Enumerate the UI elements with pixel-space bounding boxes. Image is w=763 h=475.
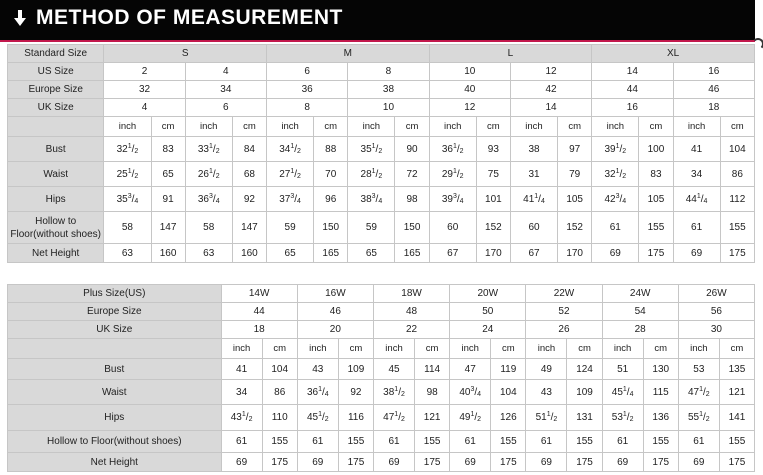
us-size-value: 10: [429, 63, 510, 81]
unit-cm-label: cm: [232, 117, 266, 137]
plus-us-size-value: 26W: [678, 285, 754, 303]
hips-cm-value: 121: [415, 405, 450, 431]
net-cm-value: 175: [720, 244, 754, 263]
hollow-inch-value: 61: [297, 431, 338, 453]
us-size-value: 16: [673, 63, 754, 81]
waist-inch-value: $25^1/_2$: [104, 162, 151, 187]
hips-inch-value: $55^1/_2$: [678, 405, 719, 431]
plus-bust-row: [8, 359, 755, 380]
us-size-row: [8, 63, 755, 81]
net-inch-value: 69: [373, 453, 414, 472]
uk-size-value: 22: [373, 321, 449, 339]
row-label: Bust: [8, 359, 222, 380]
hips-inch-value: $42^3/_4$: [592, 187, 639, 212]
bust-inch-value: 51: [602, 359, 643, 380]
row-label: Net Height: [8, 453, 222, 472]
uk-size-value: 10: [348, 99, 429, 117]
row-label: Waist: [8, 162, 104, 187]
uk-size-value: 4: [104, 99, 185, 117]
net-inch-value: 67: [510, 244, 557, 263]
unit-cm-label: cm: [395, 117, 429, 137]
bust-cm-value: 109: [338, 359, 373, 380]
waist-inch-value: $40^3/_4$: [450, 380, 491, 405]
unit-cm-label: cm: [719, 339, 754, 359]
unit-inch-label: inch: [678, 339, 719, 359]
plus-us-size-value: 14W: [221, 285, 297, 303]
row-label: Net Height: [8, 244, 104, 263]
bust-inch-value: 47: [450, 359, 491, 380]
uk-size-value: 6: [185, 99, 266, 117]
waist-inch-value: $28^1/_2$: [348, 162, 395, 187]
us-size-value: 6: [267, 63, 348, 81]
unit-cm-label: cm: [476, 117, 510, 137]
row-label: Hips: [8, 405, 222, 431]
hollow-cm-value: 155: [639, 212, 673, 244]
net-cm-value: 170: [558, 244, 592, 263]
waist-cm-value: 75: [476, 162, 510, 187]
waist-cm-value: 115: [643, 380, 678, 405]
standard-size-table: [7, 44, 755, 263]
hollow-inch-value: 61: [673, 212, 720, 244]
uk-size-value: 20: [297, 321, 373, 339]
bust-inch-value: $32^1/_2$: [104, 137, 151, 162]
us-size-value: 12: [510, 63, 591, 81]
waist-cm-value: 121: [719, 380, 754, 405]
plus-size-table: [7, 284, 755, 472]
unit-inch-label: inch: [526, 339, 567, 359]
row-label: Hollow to Floor(without shoes): [8, 431, 222, 453]
waist-cm-value: 104: [491, 380, 526, 405]
hips-cm-value: 96: [314, 187, 348, 212]
unit-cm-label: cm: [338, 339, 373, 359]
unit-cm-label: cm: [558, 117, 592, 137]
row-label: Plus Size(US): [8, 285, 222, 303]
uk-size-value: 12: [429, 99, 510, 117]
europe-size-value: 44: [221, 303, 297, 321]
header-title-wrap: [14, 6, 343, 30]
net-cm-value: 160: [232, 244, 266, 263]
hips-cm-value: 101: [476, 187, 510, 212]
bust-cm-value: 88: [314, 137, 348, 162]
net-inch-value: 69: [678, 453, 719, 472]
plus-uk-size-row: [8, 321, 755, 339]
page-title: METHOD OF MEASUREMENT: [36, 6, 343, 29]
us-size-value: 8: [348, 63, 429, 81]
net-inch-value: 67: [429, 244, 476, 263]
hollow-inch-value: 58: [185, 212, 232, 244]
plus-us-size-value: 24W: [602, 285, 678, 303]
net-height-row: [8, 244, 755, 263]
plus-us-size-value: 16W: [297, 285, 373, 303]
bust-inch-value: 41: [673, 137, 720, 162]
row-label: Bust: [8, 137, 104, 162]
uk-size-value: 14: [510, 99, 591, 117]
bust-inch-value: $39^1/_2$: [592, 137, 639, 162]
unit-row: [8, 117, 755, 137]
waist-inch-value: $36^1/_4$: [297, 380, 338, 405]
hollow-inch-value: 61: [526, 431, 567, 453]
bust-cm-value: 104: [720, 137, 754, 162]
row-label: Europe Size: [8, 303, 222, 321]
net-cm-value: 175: [643, 453, 678, 472]
waist-cm-value: 79: [558, 162, 592, 187]
bust-cm-value: 130: [643, 359, 678, 380]
europe-size-value: 34: [185, 81, 266, 99]
hollow-inch-value: 61: [373, 431, 414, 453]
bust-inch-value: $35^1/_2$: [348, 137, 395, 162]
waist-cm-value: 86: [720, 162, 754, 187]
net-inch-value: 69: [221, 453, 262, 472]
waist-cm-value: 65: [151, 162, 185, 187]
hips-cm-value: 105: [558, 187, 592, 212]
bust-cm-value: 90: [395, 137, 429, 162]
europe-size-value: 50: [450, 303, 526, 321]
row-label: Waist: [8, 380, 222, 405]
net-cm-value: 165: [395, 244, 429, 263]
waist-inch-value: $38^1/_2$: [373, 380, 414, 405]
net-cm-value: 175: [491, 453, 526, 472]
uk-size-value: 16: [592, 99, 673, 117]
hips-cm-value: 105: [639, 187, 673, 212]
bust-cm-value: 84: [232, 137, 266, 162]
hollow-cm-value: 152: [558, 212, 592, 244]
hollow-cm-value: 155: [262, 431, 297, 453]
net-inch-value: 63: [104, 244, 151, 263]
net-cm-value: 170: [476, 244, 510, 263]
unit-inch-label: inch: [185, 117, 232, 137]
net-inch-value: 63: [185, 244, 232, 263]
waist-inch-value: $47^1/_2$: [678, 380, 719, 405]
plus-unit-row: [8, 339, 755, 359]
unit-inch-label: inch: [450, 339, 491, 359]
hollow-inch-value: 61: [450, 431, 491, 453]
unit-cm-label: cm: [720, 117, 754, 137]
size-group-l: L: [429, 45, 592, 63]
hollow-cm-value: 155: [567, 431, 602, 453]
uk-size-value: 8: [267, 99, 348, 117]
europe-size-value: 32: [104, 81, 185, 99]
hips-cm-value: 91: [151, 187, 185, 212]
hips-cm-value: 131: [567, 405, 602, 431]
unit-inch-label: inch: [673, 117, 720, 137]
bust-inch-value: 41: [221, 359, 262, 380]
uk-size-value: 30: [678, 321, 754, 339]
hollow-cm-value: 152: [476, 212, 510, 244]
net-cm-value: 175: [262, 453, 297, 472]
waist-inch-value: $27^1/_2$: [267, 162, 314, 187]
waist-cm-value: 68: [232, 162, 266, 187]
hollow-inch-value: 61: [592, 212, 639, 244]
hips-inch-value: $36^3/_4$: [185, 187, 232, 212]
hollow-cm-value: 147: [151, 212, 185, 244]
row-label: [8, 339, 222, 359]
europe-size-value: 54: [602, 303, 678, 321]
unit-cm-label: cm: [639, 117, 673, 137]
hollow-inch-value: 61: [221, 431, 262, 453]
net-cm-value: 175: [639, 244, 673, 263]
unit-cm-label: cm: [643, 339, 678, 359]
europe-size-value: 38: [348, 81, 429, 99]
hollow-cm-value: 147: [232, 212, 266, 244]
unit-inch-label: inch: [297, 339, 338, 359]
net-inch-value: 69: [673, 244, 720, 263]
bust-cm-value: 93: [476, 137, 510, 162]
unit-cm-label: cm: [567, 339, 602, 359]
hips-cm-value: 98: [395, 187, 429, 212]
net-inch-value: 69: [450, 453, 491, 472]
size-group-m: M: [267, 45, 430, 63]
hips-cm-value: 112: [720, 187, 754, 212]
uk-size-value: 28: [602, 321, 678, 339]
bust-row: [8, 137, 755, 162]
bust-inch-value: $34^1/_2$: [267, 137, 314, 162]
us-size-value: 14: [592, 63, 673, 81]
europe-size-value: 46: [673, 81, 754, 99]
hollow-cm-value: 155: [719, 431, 754, 453]
unit-cm-label: cm: [314, 117, 348, 137]
hips-cm-value: 116: [338, 405, 373, 431]
unit-inch-label: inch: [348, 117, 395, 137]
row-label: Hips: [8, 187, 104, 212]
bust-inch-value: $33^1/_2$: [185, 137, 232, 162]
hips-inch-value: $37^3/_4$: [267, 187, 314, 212]
net-inch-value: 69: [602, 453, 643, 472]
plus-waist-row: [8, 380, 755, 405]
bust-cm-value: 119: [491, 359, 526, 380]
net-cm-value: 175: [415, 453, 450, 472]
hips-cm-value: 92: [232, 187, 266, 212]
bust-cm-value: 97: [558, 137, 592, 162]
unit-inch-label: inch: [373, 339, 414, 359]
down-arrow-icon: [14, 10, 26, 26]
net-cm-value: 175: [719, 453, 754, 472]
bust-cm-value: 135: [719, 359, 754, 380]
hips-inch-value: $51^1/_2$: [526, 405, 567, 431]
us-size-value: 4: [185, 63, 266, 81]
plus-hips-row: [8, 405, 755, 431]
hollow-cm-value: 155: [720, 212, 754, 244]
hips-row: [8, 187, 755, 212]
hollow-inch-value: 60: [429, 212, 476, 244]
bust-inch-value: $36^1/_2$: [429, 137, 476, 162]
waist-cm-value: 92: [338, 380, 373, 405]
waist-inch-value: 43: [526, 380, 567, 405]
net-inch-value: 69: [526, 453, 567, 472]
waist-cm-value: 98: [415, 380, 450, 405]
bust-cm-value: 83: [151, 137, 185, 162]
waist-inch-value: $45^1/_4$: [602, 380, 643, 405]
net-cm-value: 175: [567, 453, 602, 472]
bust-inch-value: 38: [510, 137, 557, 162]
hips-inch-value: $43^1/_2$: [221, 405, 262, 431]
europe-size-row: [8, 81, 755, 99]
size-group-xl: XL: [592, 45, 755, 63]
row-label: UK Size: [8, 99, 104, 117]
row-label: UK Size: [8, 321, 222, 339]
hips-cm-value: 141: [719, 405, 754, 431]
europe-size-value: 52: [526, 303, 602, 321]
net-inch-value: 69: [297, 453, 338, 472]
waist-row: [8, 162, 755, 187]
hips-inch-value: $45^1/_2$: [297, 405, 338, 431]
unit-inch-label: inch: [510, 117, 557, 137]
hips-inch-value: $49^1/_2$: [450, 405, 491, 431]
bust-inch-value: 49: [526, 359, 567, 380]
row-label: Europe Size: [8, 81, 104, 99]
waist-cm-value: 86: [262, 380, 297, 405]
hollow-cm-value: 155: [491, 431, 526, 453]
waist-cm-value: 70: [314, 162, 348, 187]
europe-size-value: 42: [510, 81, 591, 99]
hips-inch-value: $47^1/_2$: [373, 405, 414, 431]
unit-cm-label: cm: [491, 339, 526, 359]
plus-europe-size-row: [8, 303, 755, 321]
bust-inch-value: 43: [297, 359, 338, 380]
europe-size-value: 40: [429, 81, 510, 99]
us-size-value: 2: [104, 63, 185, 81]
plus-us-size-value: 20W: [450, 285, 526, 303]
net-cm-value: 165: [314, 244, 348, 263]
standard-size-row: [8, 45, 755, 63]
hips-inch-value: $35^3/_4$: [104, 187, 151, 212]
row-label: Standard Size: [8, 45, 104, 63]
uk-size-value: 18: [673, 99, 754, 117]
hips-inch-value: $38^3/_4$: [348, 187, 395, 212]
plus-net-height-row: [8, 453, 755, 472]
hollow-inch-value: 60: [510, 212, 557, 244]
hips-cm-value: 110: [262, 405, 297, 431]
bust-cm-value: 114: [415, 359, 450, 380]
unit-inch-label: inch: [602, 339, 643, 359]
bust-inch-value: 53: [678, 359, 719, 380]
hollow-inch-value: 58: [104, 212, 151, 244]
waist-inch-value: 31: [510, 162, 557, 187]
net-inch-value: 65: [348, 244, 395, 263]
hollow-inch-value: 61: [678, 431, 719, 453]
net-cm-value: 160: [151, 244, 185, 263]
europe-size-value: 48: [373, 303, 449, 321]
waist-cm-value: 109: [567, 380, 602, 405]
hollow-cm-value: 155: [643, 431, 678, 453]
plus-us-size-value: 18W: [373, 285, 449, 303]
net-inch-value: 69: [592, 244, 639, 263]
uk-size-value: 24: [450, 321, 526, 339]
hips-cm-value: 126: [491, 405, 526, 431]
row-label: US Size: [8, 63, 104, 81]
net-cm-value: 175: [338, 453, 373, 472]
unit-inch-label: inch: [221, 339, 262, 359]
europe-size-value: 36: [267, 81, 348, 99]
waist-inch-value: $32^1/_2$: [592, 162, 639, 187]
hollow-cm-value: 150: [395, 212, 429, 244]
bust-cm-value: 124: [567, 359, 602, 380]
unit-cm-label: cm: [262, 339, 297, 359]
waist-inch-value: $29^1/_2$: [429, 162, 476, 187]
row-label: [8, 117, 104, 137]
hips-inch-value: $41^1/_4$: [510, 187, 557, 212]
waist-cm-value: 83: [639, 162, 673, 187]
row-label: Hollow to Floor(without shoes): [8, 212, 104, 244]
unit-inch-label: inch: [429, 117, 476, 137]
plus-us-size-row: [8, 285, 755, 303]
hollow-cm-value: 155: [338, 431, 373, 453]
plus-hollow-to-floor-row: [8, 431, 755, 453]
plus-us-size-value: 22W: [526, 285, 602, 303]
net-inch-value: 65: [267, 244, 314, 263]
europe-size-value: 44: [592, 81, 673, 99]
size-group-s: S: [104, 45, 267, 63]
waist-inch-value: $26^1/_2$: [185, 162, 232, 187]
uk-size-row: [8, 99, 755, 117]
europe-size-value: 46: [297, 303, 373, 321]
hollow-cm-value: 155: [415, 431, 450, 453]
unit-cm-label: cm: [151, 117, 185, 137]
hips-cm-value: 136: [643, 405, 678, 431]
bust-inch-value: 45: [373, 359, 414, 380]
unit-inch-label: inch: [267, 117, 314, 137]
unit-inch-label: inch: [592, 117, 639, 137]
hips-inch-value: $53^1/_2$: [602, 405, 643, 431]
hollow-inch-value: 59: [267, 212, 314, 244]
europe-size-value: 56: [678, 303, 754, 321]
bust-cm-value: 104: [262, 359, 297, 380]
hollow-inch-value: 59: [348, 212, 395, 244]
header-bar: [0, 0, 755, 42]
uk-size-value: 26: [526, 321, 602, 339]
waist-inch-value: 34: [221, 380, 262, 405]
unit-inch-label: inch: [104, 117, 151, 137]
uk-size-value: 18: [221, 321, 297, 339]
waist-cm-value: 72: [395, 162, 429, 187]
hips-inch-value: $44^1/_4$: [673, 187, 720, 212]
hollow-to-floor-row: [8, 212, 755, 244]
hips-inch-value: $39^3/_4$: [429, 187, 476, 212]
hollow-inch-value: 61: [602, 431, 643, 453]
waist-inch-value: 34: [673, 162, 720, 187]
hollow-cm-value: 150: [314, 212, 348, 244]
bust-cm-value: 100: [639, 137, 673, 162]
unit-cm-label: cm: [415, 339, 450, 359]
page-header: [0, 0, 763, 44]
